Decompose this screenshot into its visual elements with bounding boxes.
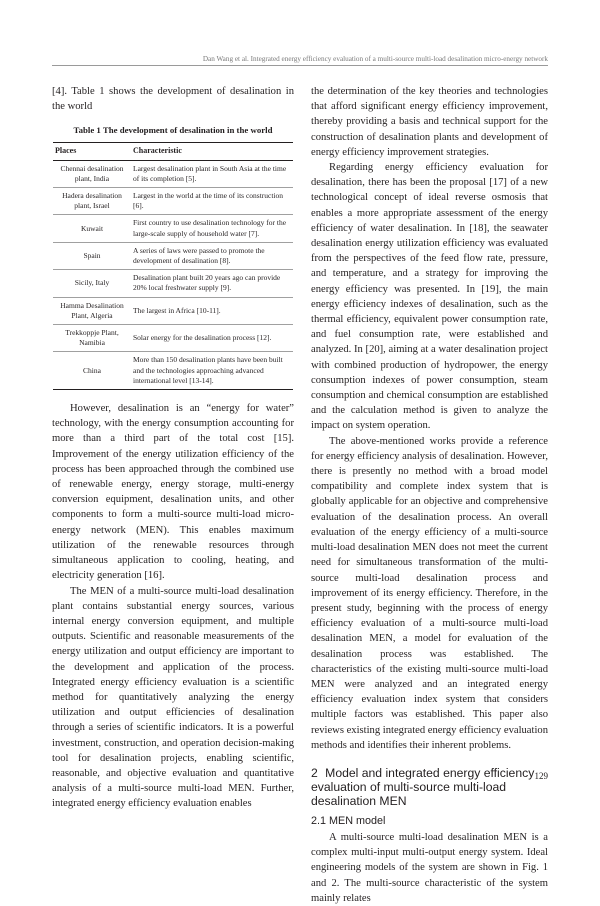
table-row (53, 352, 293, 390)
page-number: 129 (534, 771, 548, 781)
table-row (53, 325, 293, 352)
column-header-characteristic: Characteristic (131, 143, 293, 160)
intro-paragraph: [4]. Table 1 shows the development of desalination in the world (52, 86, 294, 113)
table-row (53, 297, 293, 324)
characteristic-cell: A series of laws were passed to promote the development of desalination [8]. (131, 242, 293, 269)
table-header-row (53, 143, 293, 160)
place-cell: Hamma Desalination Plant, Algeria (53, 297, 131, 324)
characteristic-cell: Largest in the world at the time of its construction [6]. (131, 188, 293, 215)
place-cell: Kuwait (53, 215, 131, 242)
table-row (53, 188, 293, 215)
column-header-places: Places (53, 143, 131, 160)
place-cell: Spain (53, 242, 131, 269)
left-column (52, 84, 294, 812)
body-paragraph: However, desalination is an “energy for water” technology, with the energy consumption accounting for more than a third part of the total cost [15]. Improvement of the energy utilization efficiency of the process has been approached through the combined use of renewable energy, energy storage, multi-energy conversion equipment, desalination units, and other components to form a multi-source multi-load micro-energy network (MEN). This enables maximum utilization of the renewable resources through simultaneous application to cooling, heating, and electricity generation [16]. (52, 403, 294, 582)
running-header: Dan Wang et al. Integrated energy efficiency evaluation of a multi-source multi-load desalination micro-energy network (202, 55, 548, 63)
section-number: 2 (311, 765, 318, 780)
right-column (311, 84, 548, 906)
section-heading (311, 766, 548, 808)
place-cell: Chennai desalination plant, India (53, 160, 131, 187)
subsection-heading (311, 814, 548, 828)
body-paragraph: The MEN of a multi-source multi-load desalination plant contains substantial energy sources, various internal energy conversion equipment, and multiple outputs. Scientific and reasonable measurements of the energy utilization and output efficiency are important to the development and application of the process. Integrated energy efficiency evaluation is a scientific method for quantitatively analyzing the energy utilization and output efficiencies of desalination through a series of scientific indicators. It is a powerful investment, construction, and operation decision-making tool for desalination projects, enabling scientific, reasonable, and objective evaluation and quantitative analysis of a multi-source multi-load MEN. Further, integrated energy efficiency evaluation enables (52, 585, 294, 810)
body-paragraph: A multi-source multi-load desalination MEN is a complex multi-input multi-output energy system. Ideal engineering models of the system are shown in Fig. 1 and 2. The multi-source characteristic of the system mainly relates (311, 831, 548, 904)
place-cell: Sicily, Italy (53, 270, 131, 297)
place-cell: China (53, 352, 131, 390)
characteristic-cell: Solar energy for the desalination process [12]. (131, 325, 293, 352)
place-cell: Trekkoppje Plant, Namibia (53, 325, 131, 352)
subsection-number: 2.1 (311, 814, 327, 827)
table-row (53, 160, 293, 187)
section-title: Model and integrated energy efficiency evaluation of multi-source multi-load desalination MEN (311, 765, 535, 808)
body-paragraph: The above-mentioned works provide a reference for energy efficiency analysis of desalination. However, there is presently no method with a broad model compatibility and complete index system that is globally applicable for an objective and comprehensive evaluation of the desalination process. An overall evaluation of the energy efficiency of a multi-source multi-load desalination MEN does not meet the current need for simultaneous transformation of the multi-source multi-load desalination process and improvement of its energy efficiency. Therefore, in the present study, beginning with the process of energy efficiency evaluation of a multi-source multi-load desalination MEN, a model for evaluation of the desalination process was established. The characteristics of the existing multi-source multi-load MEN were analyzed and an integrated energy efficiency evaluation index system that considers multiple factors was established. This paper also reviews existing integrated energy efficiency evaluation methods and identifies their inherent problems. (311, 435, 548, 751)
development-table (53, 142, 293, 390)
characteristic-cell: Largest desalination plant in South Asia at the time of its completion [5]. (131, 160, 293, 187)
body-paragraph: Regarding energy efficiency evaluation for desalination, there has been the proposal [17] of a new technological concept of ideal reverse osmosis that enables a more appropriate assessment of the energy efficiency of water desalination. In [18], the seawater desalination energy utilization efficiency was evaluated from the perspectives of the feed flow rate, pressure, and temperature, and a strategy for improving the energy efficiency was presented. In [19], the main energy efficiency indexes of desalination, such as the thermal efficiency, equivalent power consumption rate, and fuel consumption rate, were established and analyzed. In [20], aiming at a water desalination project with combined production of hydropower, the energy consumption indexes of power consumption, steam consumption and chemical consumption are established and the calculation method is given to analyze the impact on system operation. (311, 162, 548, 432)
table-row (53, 270, 293, 297)
place-cell: Hadera desalination plant, Israel (53, 188, 131, 215)
table-row (53, 242, 293, 269)
header-divider (52, 65, 548, 66)
characteristic-cell: The largest in Africa [10-11]. (131, 297, 293, 324)
body-paragraph: the determination of the key theories and technologies that afford significant energy efficiency improvement, thereby providing a basis and technical support for the construction of desalination plants and development of energy efficiency improvement strategies. (311, 86, 548, 158)
characteristic-cell: First country to use desalination technology for the large-scale supply of household water [7]. (131, 215, 293, 242)
characteristic-cell: More than 150 desalination plants have been built and the technologies approaching advanced international level [13-14]. (131, 352, 293, 390)
table-title: Table 1 The development of desalination in the world (73, 125, 273, 136)
subsection-title: MEN model (329, 814, 386, 827)
characteristic-cell: Desalination plant built 20 years ago can provide 20% local freshwater supply [9]. (131, 270, 293, 297)
table-row (53, 215, 293, 242)
